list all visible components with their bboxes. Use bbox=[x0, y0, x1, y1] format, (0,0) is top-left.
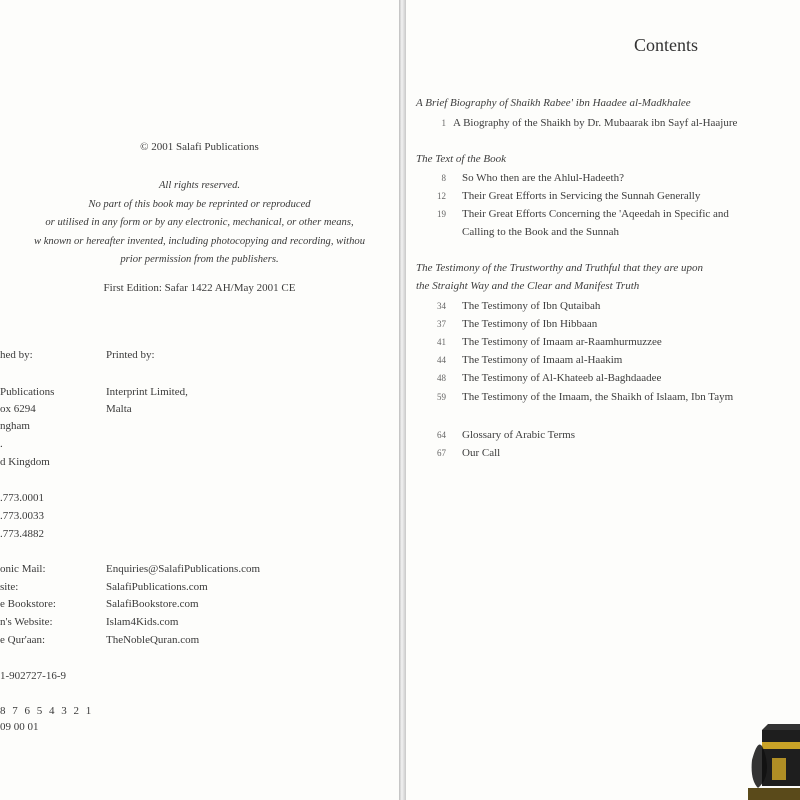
publisher-address-line: ngham bbox=[0, 420, 30, 432]
toc-entry-title: The Testimony of Ibn Hibbaan bbox=[462, 318, 598, 330]
rights-line: prior permission from the publishers. bbox=[120, 254, 279, 265]
rights-line: w known or hereafter invented, including photocopying and recording, withou bbox=[33, 235, 365, 247]
toc-entry-title: Calling to the Book and the Sunnah bbox=[462, 226, 620, 238]
toc-entry-title: Their Great Efforts in Servicing the Sunnah Generally bbox=[462, 190, 701, 202]
toc-section-heading: the Straight Way and the Clear and Manifest Truth bbox=[416, 280, 640, 292]
contact-label: e Qur'aan: bbox=[0, 634, 46, 646]
bookstore-link[interactable]: SalafiBookstore.com bbox=[106, 598, 199, 610]
email-link[interactable]: Enquiries@SalafiPublications.com bbox=[106, 563, 261, 575]
phone-number: .773.4882 bbox=[0, 528, 44, 540]
year-codes: 09 00 01 bbox=[0, 721, 39, 733]
contact-label: onic Mail: bbox=[0, 563, 46, 575]
toc-section-heading: The Testimony of the Trustworthy and Truthful that they are upon bbox=[416, 262, 704, 274]
toc-entry-title: The Testimony of Imaam al-Haakim bbox=[462, 354, 623, 366]
quran-website-link[interactable]: TheNobleQuran.com bbox=[106, 634, 200, 646]
toc-entry-title: Our Call bbox=[462, 447, 501, 459]
right-page-contents bbox=[406, 0, 800, 800]
printer-address-line: Interprint Limited, bbox=[106, 386, 188, 398]
toc-page-number: 12 bbox=[437, 191, 446, 201]
publisher-address-line: . bbox=[0, 438, 3, 450]
publisher-address-line: d Kingdom bbox=[0, 456, 50, 468]
toc-page-number: 67 bbox=[437, 448, 446, 458]
contact-label: n's Website: bbox=[0, 616, 53, 628]
toc-section-heading: The Text of the Book bbox=[416, 153, 507, 165]
toc-page-number: 48 bbox=[437, 373, 446, 383]
toc-entry-title: The Testimony of Al-Khateeb al-Baghdaadee bbox=[462, 372, 662, 384]
toc-entry-title: A Biography of the Shaikh by Dr. Mubaarak ibn Sayf al-Haajure bbox=[453, 117, 738, 129]
website-link[interactable]: SalafiPublications.com bbox=[106, 581, 208, 593]
toc-page-number: 19 bbox=[437, 209, 446, 219]
rights-line: or utilised in any form or by any electronic, mechanical, or other means, bbox=[45, 217, 354, 228]
toc-page-number: 64 bbox=[437, 430, 446, 440]
rights-line: All rights reserved. bbox=[158, 180, 241, 191]
page-title: Contents bbox=[633, 35, 698, 55]
publisher-address-line: Publications bbox=[0, 386, 55, 398]
toc-page-number: 1 bbox=[441, 118, 446, 128]
toc-section-heading: A Brief Biography of Shaikh Rabee' ibn Haadee al-Madkhalee bbox=[416, 97, 691, 109]
isbn: 1-902727-16-9 bbox=[0, 670, 66, 682]
toc-entry-title: So Who then are the Ahlul-Hadeeth? bbox=[462, 172, 624, 184]
toc-entry-title: The Testimony of the Imaam, the Shaikh of Islaam, Ibn Taym bbox=[462, 391, 734, 403]
phone-number: .773.0001 bbox=[0, 492, 44, 504]
toc-page-number: 8 bbox=[441, 173, 446, 183]
toc-entry-title: The Testimony of Ibn Qutaibah bbox=[462, 300, 601, 312]
book-gutter bbox=[399, 0, 406, 800]
toc-page-number: 44 bbox=[437, 355, 446, 365]
published-by-label: hed by: bbox=[0, 349, 33, 361]
edition-line: First Edition: Safar 1422 AH/May 2001 CE bbox=[103, 282, 296, 294]
toc-entry-title: The Testimony of Imaam ar-Raamhurmuzzee bbox=[462, 336, 662, 348]
toc-entry-title: Their Great Efforts Concerning the 'Aqeedah in Specific and bbox=[462, 208, 729, 220]
kids-website-link[interactable]: Islam4Kids.com bbox=[106, 616, 179, 628]
toc-page-number: 37 bbox=[437, 319, 446, 329]
rights-line: No part of this book may be reprinted or reproduced bbox=[88, 198, 311, 210]
publisher-address-line: ox 6294 bbox=[0, 403, 36, 415]
contact-label: e Bookstore: bbox=[0, 598, 56, 610]
kaaba-logo-icon bbox=[748, 700, 800, 800]
toc-page-number: 34 bbox=[437, 301, 446, 311]
toc-page-number: 59 bbox=[437, 392, 446, 402]
print-run: 8 7 6 5 4 3 2 1 bbox=[0, 705, 94, 717]
toc-entry-title: Glossary of Arabic Terms bbox=[462, 429, 575, 441]
rights-statement bbox=[0, 177, 399, 270]
toc-page-number: 41 bbox=[437, 337, 446, 347]
copyright-notice: © 2001 Salafi Publications bbox=[140, 141, 259, 153]
printed-by-label: Printed by: bbox=[106, 349, 155, 361]
contact-label: site: bbox=[0, 581, 19, 593]
phone-number: .773.0033 bbox=[0, 510, 44, 522]
printer-address-line: Malta bbox=[106, 403, 132, 415]
left-page-colophon bbox=[0, 0, 399, 800]
